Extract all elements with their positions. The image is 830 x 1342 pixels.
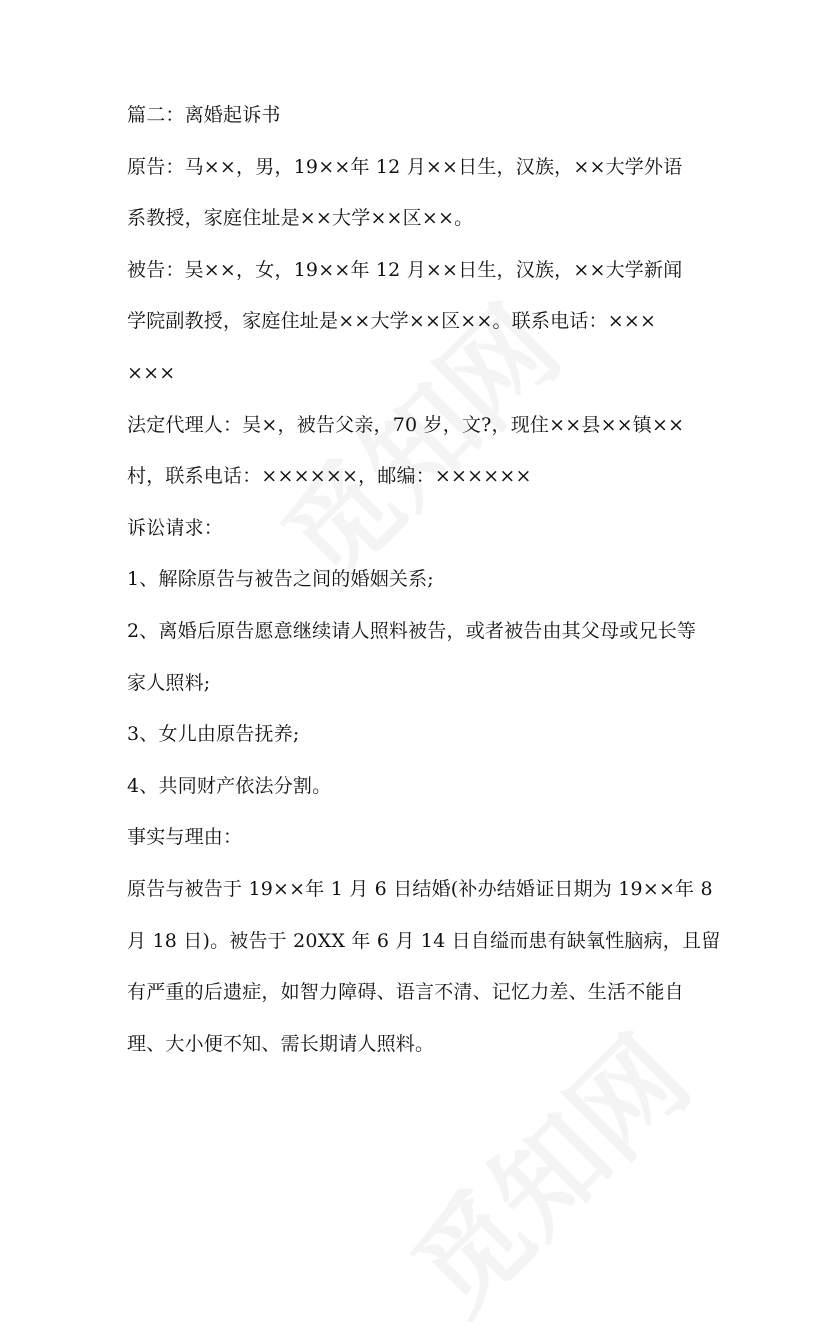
facts-paragraph-line-2: 月 18 日)。被告于 20XX 年 6 月 14 日自缢而患有缺氧性脑病，且留 (127, 929, 721, 952)
claims-heading: 诉讼请求： (127, 516, 224, 539)
facts-heading: 事实与理由： (127, 826, 243, 849)
document-heading: 篇二：离婚起诉书 (127, 104, 281, 126)
plaintiff-info-line-1: 原告：马××，男，19××年 12 月××日生，汉族，××大学外语 (127, 155, 683, 178)
defendant-info-line-2: 学院副教授，家庭住址是××大学××区××。联系电话：××× (127, 310, 657, 333)
facts-paragraph-line-4: 理、大小便不知、需长期请人照料。 (127, 1032, 435, 1055)
claim-item-2-line-2: 家人照料; (127, 671, 211, 694)
legal-agent-line-2: 村，联系电话：××××××，邮编：×××××× (127, 465, 532, 488)
claim-item-1: 1、解除原告与被告之间的婚姻关系; (127, 568, 434, 591)
claim-item-3: 3、女儿由原告抚养; (127, 723, 300, 746)
claim-item-4: 4、共同财产依法分割。 (127, 774, 332, 797)
document-body (127, 90, 721, 1070)
defendant-info-line-3: ××× (127, 361, 176, 384)
claim-item-2-line-1: 2、离婚后原告愿意继续请人照料被告，或者被告由其父母或兄长等 (127, 619, 697, 642)
legal-agent-line-1: 法定代理人：吴×，被告父亲，70 岁，文?，现住××县××镇×× (127, 413, 685, 436)
defendant-info-line-1: 被告：吴××，女，19××年 12 月××日生，汉族，××大学新闻 (127, 258, 683, 281)
plaintiff-info-line-2: 系教授，家庭住址是××大学××区××。 (127, 207, 474, 230)
facts-paragraph-line-3: 有严重的后遗症，如智力障碍、语言不清、记忆力差、生活不能自 (127, 981, 684, 1004)
facts-paragraph-line-1: 原告与被告于 19××年 1 月 6 日结婚(补办结婚证日期为 19××年 8 (127, 877, 713, 900)
